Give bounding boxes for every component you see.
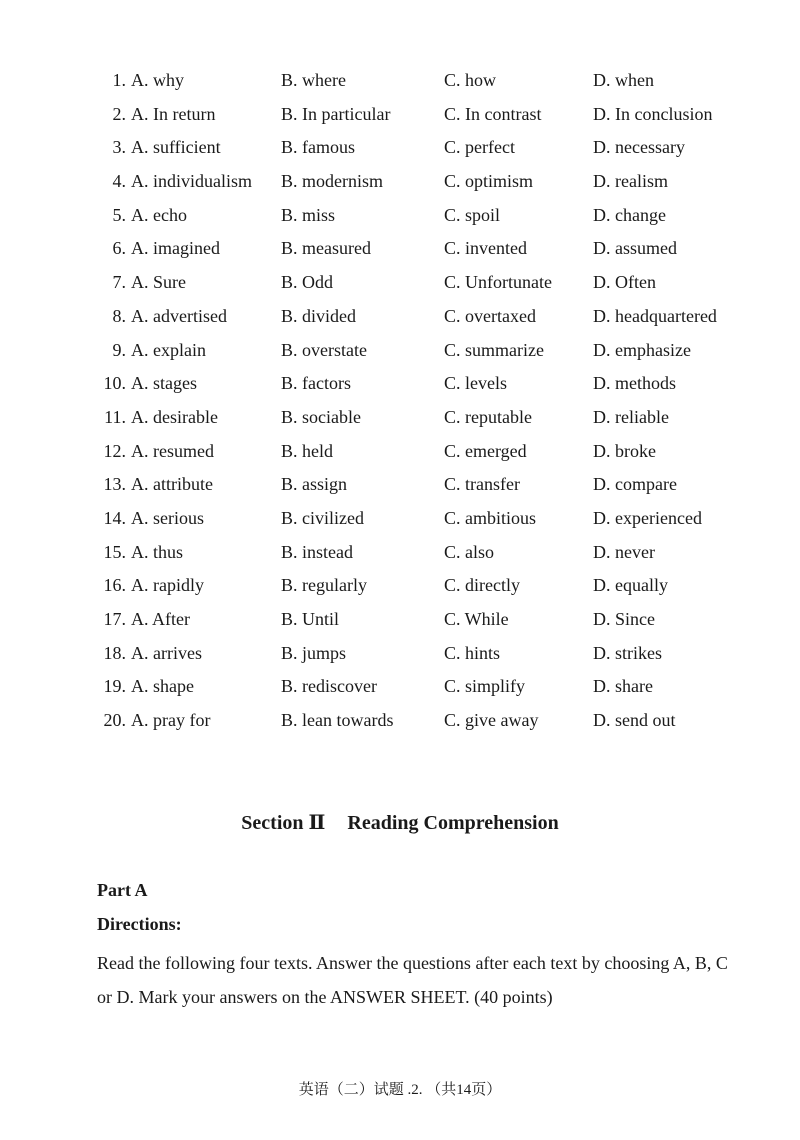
question-number: 3. — [112, 137, 126, 158]
option-b: B. Until — [281, 609, 340, 629]
page-footer: 英语（二）试题 .2. （共14页） — [298, 1082, 502, 1098]
option-b: B. Odd — [281, 272, 334, 293]
question-row — [0, 64, 800, 98]
option-b: B. divided — [281, 305, 356, 326]
question-row — [0, 637, 800, 671]
section-heading — [0, 810, 800, 835]
option-a: A. sufficient — [131, 137, 221, 158]
option-a: A. desirable — [131, 406, 218, 427]
question-number: 2. — [112, 103, 126, 124]
option-c: C. simplify — [444, 676, 526, 697]
option-a: A. serious — [131, 507, 204, 528]
option-c: C. optimism — [444, 171, 534, 192]
question-number: 16. — [103, 575, 126, 596]
question-number: 4. — [112, 171, 126, 192]
question-number: 8. — [112, 305, 126, 326]
directions-text: Read the following four texts. Answer the questions after each text by choosing A, B, C or D. Mark your answers on the ANSWER SHEET. (40 points) — [97, 953, 728, 1007]
option-d: D. when — [593, 70, 654, 90]
option-b: B. factors — [281, 373, 351, 394]
option-a: A. advertised — [131, 305, 227, 326]
option-d: D. necessary — [593, 137, 685, 158]
question-number: 20. — [103, 710, 126, 731]
question-row — [0, 603, 800, 637]
question-number: 19. — [103, 676, 126, 697]
option-b: B. regularly — [281, 575, 367, 596]
question-row — [0, 334, 800, 368]
option-d: D. methods — [593, 373, 676, 394]
question-row — [0, 569, 800, 603]
option-d: D. equally — [593, 575, 668, 596]
option-b: B. instead — [281, 541, 353, 562]
option-c: C. emerged — [444, 440, 527, 461]
option-a: A. echo — [131, 204, 187, 225]
question-number: 5. — [112, 204, 126, 225]
option-c: C. levels — [444, 373, 507, 394]
option-b: B. assign — [281, 474, 348, 495]
option-b: B. civilized — [281, 507, 364, 528]
question-row — [0, 98, 800, 132]
option-a: A. imagined — [131, 238, 220, 259]
option-c: C. In contrast — [444, 103, 542, 124]
option-c: C. hints — [444, 642, 501, 663]
option-d: D. realism — [593, 171, 668, 192]
question-number: 6. — [112, 238, 126, 259]
option-c: C. summarize — [444, 339, 544, 360]
option-b: B. overstate — [281, 339, 367, 360]
option-d: D. In conclusion — [593, 103, 713, 124]
option-d: D. Often — [593, 272, 656, 293]
option-d: D. send out — [593, 710, 676, 731]
question-number: 15. — [103, 541, 126, 562]
question-list — [0, 64, 800, 738]
question-number: 7. — [112, 272, 126, 293]
question-row — [0, 199, 800, 233]
option-d: D. headquartered — [593, 305, 717, 326]
option-a: A. In return — [131, 103, 216, 124]
question-row — [0, 232, 800, 266]
option-a: A. After — [131, 609, 190, 629]
option-c: C. transfer — [444, 474, 520, 495]
option-a: A. shape — [131, 676, 194, 697]
option-b: B. where — [281, 70, 346, 90]
option-d: D. broke — [593, 440, 656, 461]
option-a: A. resumed — [131, 440, 214, 461]
option-a: A. attribute — [131, 474, 213, 495]
question-row — [0, 300, 800, 334]
option-a: A. stages — [131, 373, 197, 394]
question-row — [0, 536, 800, 570]
option-d: D. reliable — [593, 406, 669, 427]
option-b: B. famous — [281, 137, 355, 158]
option-d: D. Since — [593, 609, 655, 629]
question-number: 9. — [112, 339, 126, 360]
option-b: B. miss — [281, 204, 336, 225]
option-d: D. emphasize — [593, 339, 691, 360]
option-c: C. give away — [444, 710, 539, 731]
option-b: B. jumps — [281, 642, 347, 663]
option-c: C. spoil — [444, 204, 501, 225]
option-b: B. modernism — [281, 171, 383, 192]
option-c: C. how — [444, 70, 497, 90]
option-a: A. thus — [131, 541, 184, 562]
option-a: A. individualism — [131, 171, 252, 192]
option-d: D. experienced — [593, 507, 702, 528]
option-a: A. pray for — [131, 710, 211, 731]
question-row — [0, 704, 800, 738]
section-label: Section Ⅱ — [241, 812, 326, 834]
question-row — [0, 435, 800, 469]
directions-label: Directions: — [97, 914, 182, 934]
option-c: C. also — [444, 541, 495, 562]
option-b: B. In particular — [281, 103, 391, 124]
question-number: 17. — [103, 609, 126, 629]
option-c: C. invented — [444, 238, 527, 259]
option-d: D. share — [593, 676, 653, 697]
option-a: A. why — [131, 70, 184, 90]
option-a: A. Sure — [131, 272, 186, 293]
question-row — [0, 367, 800, 401]
question-row — [0, 670, 800, 704]
question-number: 14. — [103, 507, 126, 528]
option-c: C. overtaxed — [444, 305, 536, 326]
question-row — [0, 131, 800, 165]
option-a: A. explain — [131, 339, 206, 360]
question-row — [0, 502, 800, 536]
option-b: B. measured — [281, 238, 371, 259]
option-c: C. perfect — [444, 137, 515, 158]
option-d: D. never — [593, 541, 655, 562]
option-d: D. compare — [593, 474, 677, 495]
option-c: C. reputable — [444, 406, 532, 427]
option-c: C. While — [444, 609, 509, 629]
option-c: C. directly — [444, 575, 520, 596]
option-c: C. Unfortunate — [444, 272, 552, 293]
option-a: A. arrives — [131, 642, 202, 663]
question-number: 13. — [103, 474, 126, 495]
option-b: B. held — [281, 440, 333, 461]
question-number: 11. — [104, 406, 126, 427]
option-c: C. ambitious — [444, 507, 537, 528]
section-title: Reading Comprehension — [347, 812, 559, 834]
question-row — [0, 165, 800, 199]
question-number: 18. — [103, 642, 126, 663]
option-b: B. lean towards — [281, 710, 394, 731]
question-row — [0, 468, 800, 502]
option-d: D. assumed — [593, 238, 677, 259]
question-number: 1. — [112, 70, 126, 90]
option-d: D. strikes — [593, 642, 662, 663]
question-number: 10. — [103, 373, 126, 394]
part-label: Part A — [97, 880, 148, 900]
option-a: A. rapidly — [131, 575, 204, 596]
question-row — [0, 266, 800, 300]
question-row — [0, 401, 800, 435]
option-b: B. rediscover — [281, 676, 377, 697]
option-d: D. change — [593, 204, 666, 225]
option-b: B. sociable — [281, 406, 361, 427]
question-number: 12. — [103, 440, 126, 461]
